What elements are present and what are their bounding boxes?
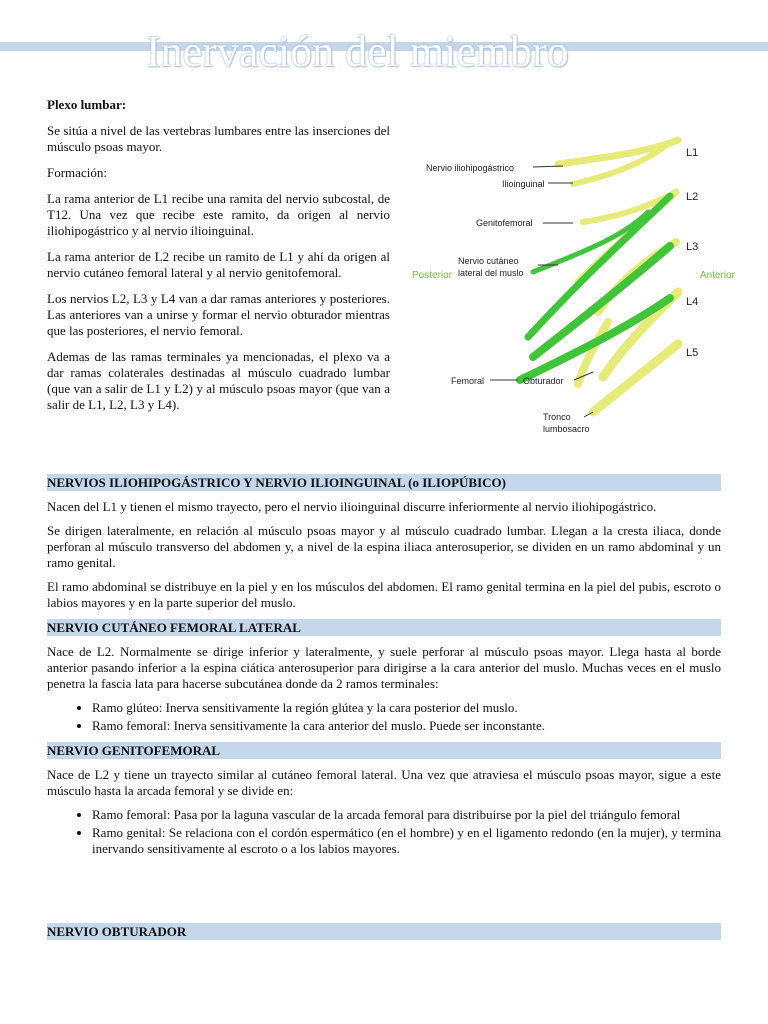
section-heading-cutaneo: NERVIO CUTÁNEO FEMORAL LATERAL — [47, 619, 721, 636]
section-paragraph: Nace de L2. Normalmente se dirige inferior y lateralmente, y suele perforar al músculo psoas mayor. Llega hasta al borde anterior pasando inferior a la espina ciática anterosuperior para dirigirse a la cara anterior del muslo. Muchas veces en el muslo penetra la fascia lata para hacerse subcutánea donde da 2 ramos terminales: — [47, 644, 721, 691]
level-label: L2 — [686, 191, 699, 203]
anterior-division-nerves — [558, 140, 678, 412]
section-paragraph: Se dirigen lateralmente, en relación al músculo psoas mayor y al músculo cuadrado lumbar. Llegan a la cresta iliaca, donde perforan al músculo transverso del abdomen y, a nivel de la espina iliaca anterosuperior, se dividen en un ramo abdominal y un ramo genital. — [47, 523, 721, 570]
intro-paragraph: Los nervios L2, L3 y L4 van a dar ramas anteriores y posteriores. Las anteriores van a unirse y formar el nervio obturador mientras que las posteriores, el nervio femoral. — [47, 291, 390, 338]
bullet-list — [47, 700, 721, 734]
section-paragraph: Nace de L2 y tiene un trayecto similar al cutáneo femoral lateral. Una vez que atraviesa el músculo psoas mayor, sigue a este músculo hasta la arcada femoral y se divide en: — [47, 767, 721, 798]
bullet-list — [47, 807, 721, 857]
label-cutaneo-line2: lateral del muslo — [458, 268, 524, 278]
intro-paragraph: Formación: — [47, 165, 107, 180]
intro-paragraph: La rama anterior de L1 recibe una ramita del nervio subcostal, de T12. Una vez que recibe este ramito, da origen al nervio iliohipogástrico y al nervio ilioinguinal. — [47, 191, 390, 238]
label-tronco-line2: lumbosacro — [543, 424, 590, 434]
list-item: • Ramo genital: Se relaciona con el cordón espermático (en el hombre) y en el ligamento redondo (en la mujer), y termina inervando sensitivamente al escroto o a los labios mayores. — [92, 825, 721, 857]
level-label: L4 — [686, 296, 699, 308]
label-obturador: Obturador — [523, 376, 564, 386]
level-label: L5 — [686, 347, 699, 359]
section-heading-genito: NERVIO GENITOFEMORAL — [47, 742, 721, 759]
intro-paragraph: La rama anterior de L2 recibe un ramito de L1 y ahí da origen al nervio cutáneo femoral lateral y al nervio genitofemoral. — [47, 249, 390, 280]
intro-paragraph: Ademas de las ramas terminales ya mencionadas, el plexo va a dar ramas colaterales destinadas al músculo cuadrado lumbar (que van a salir de L1 y L2) y al músculo psoas mayor (que van a salir de L1, L2, L3 y L4). — [47, 349, 390, 412]
label-genitofemoral: Genitofemoral — [476, 218, 533, 228]
main-content — [47, 474, 721, 948]
list-item: • Ramo femoral: Pasa por la laguna vascular de la arcada femoral para distribuirse por la piel del triángulo femoral — [92, 807, 721, 823]
level-label: L1 — [686, 147, 699, 159]
label-iliohipogastrico: Nervio iliohipogástrico — [426, 163, 515, 173]
label-anterior: Anterior — [700, 270, 736, 281]
list-item: • Ramo glúteo: Inerva sensitivamente la región glútea y la cara posterior del muslo. — [92, 700, 721, 716]
intro-paragraph: Se sitúa a nivel de las vertebras lumbares entre las inserciones del músculo psoas mayor. — [47, 123, 390, 154]
lumbar-plexus-diagram — [408, 122, 740, 444]
label-posterior: Posterior — [412, 270, 453, 281]
label-cutaneo-line1: Nervio cutáneo — [458, 256, 519, 266]
section-paragraph: Nacen del L1 y tienen el mismo trayecto, pero el nervio ilioinguinal discurre inferiormente al nervio iliohipogástrico. — [47, 499, 657, 514]
label-femoral: Femoral — [451, 376, 485, 386]
label-tronco-line1: Tronco — [543, 412, 571, 422]
section-paragraph: El ramo abdominal se distribuye en la piel y en los músculos del abdomen. El ramo genital termina en la piel del pubis, escroto o labios mayores y en la parte superior del muslo. — [47, 579, 721, 610]
spacer — [47, 865, 721, 923]
level-label: L3 — [686, 241, 699, 253]
list-item: • Ramo femoral: Inerva sensitivamente la cara anterior del muslo. Puede ser inconstante. — [92, 718, 721, 734]
section-heading-ilio: NERVIOS ILIOHIPOGÁSTRICO Y NERVIO ILIOINGUINAL (o ILIOPÚBICO) — [47, 474, 721, 491]
intro-heading: Plexo lumbar: — [47, 97, 127, 112]
intro-column — [47, 97, 390, 423]
lumbar-plexus-figure — [408, 122, 740, 444]
document-title: Inervación del miembro — [146, 27, 569, 76]
section-heading-obturador: NERVIO OBTURADOR — [47, 923, 721, 940]
label-ilioinguinal: Ilioinguinal — [502, 179, 545, 189]
